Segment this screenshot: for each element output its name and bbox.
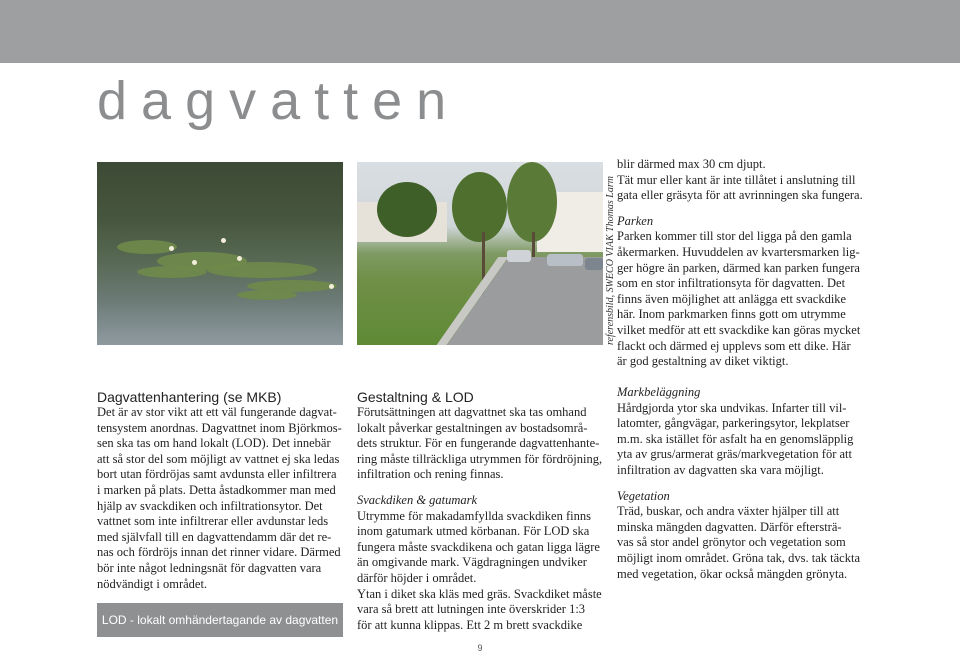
text-line: vas så stor andel grönytor och vegetation som [617,535,846,550]
text-line: flackt och därmed ej upplevs som ett dike. Här [617,338,851,353]
text-line: Utrymme för makadamfyllda svackdiken finns [357,508,591,523]
subheading-park: Parken [617,213,654,228]
text-line: yta av grus/armerat gräs/markvegetation för att [617,447,852,462]
street-photo [357,162,603,345]
text-line: är god gestaltning av diket viktigt. [617,354,789,369]
text-line: bör inte något ledningsnät för dagvatten vara [97,560,322,575]
text-line: vara så brett att lutningen inte överskrider 1:3 [357,602,586,617]
photo-credit: referensbild, SWECO VIAK Thomas Larm [605,176,616,345]
text-line: med självfall till en dagvattendamm där det re- [97,529,332,544]
text-line: åkermarken. Huvuddelen av kvartersmarken lig- [617,244,860,259]
heading-design: Gestaltning & LOD [357,389,474,405]
text-line: här. Inom parkmarken finns gott om utrymme [617,307,846,322]
subheading-swales: Svackdiken & gatumark [357,492,478,507]
text-line: hjälp av svackdiken och infiltrationsytor. Det [97,498,323,513]
text-line: nas och fördröjs innan det rinner vidare. Därmed [97,545,341,560]
pond-photo [97,162,343,345]
subheading-paving: Markbeläggning [617,385,701,399]
text-line: dets struktur. För en fungerande dagvattenhante- [357,436,600,451]
column-design [357,389,607,633]
text-line: än omgivande mark. Vägdragningen undviker [357,555,587,570]
text-line: Träd, buskar, och andra växter hjälper till att [617,504,840,519]
text-line: Tät mur eller kant är inte tillåtet i anslutning till [617,172,856,187]
subheading-vegetation: Vegetation [617,488,670,503]
text-line: vilket medför att ett svackdike kan göras mycket [617,322,861,337]
column-stormwater [97,389,347,592]
text-line: möjligt inom området. Gröna tak, dvs. tak täckta [617,550,860,565]
header-bar [0,0,960,63]
page-title: dagvatten [97,71,461,131]
text-line: blir därmed max 30 cm djupt. [617,157,766,171]
text-line: därför höjder i området. [357,570,477,585]
text-line: lokalt påverkar gestaltningen av bostadsområ- [357,420,588,435]
page-number: 9 [477,643,483,653]
text-line: tensystem anordnas. Dagvattnet inom Björkmos- [97,420,342,435]
text-line: Hårdgjorda ytor ska undvikas. Infarter till vil- [617,400,847,415]
text-line: som en stor infiltrationsyta för dagvatten. Det [617,276,846,291]
text-line: latomter, gångvägar, parkeringsytor, lekplatser [617,416,850,431]
text-line: bort utan fördröjas samt avdunsta eller infiltrera [97,467,337,482]
heading-stormwater: Dagvattenhantering (se MKB) [97,389,282,405]
text-line: nödvändigt i området. [97,576,208,591]
text-line: ger högre än parken, därmed kan parken fungera [617,260,860,275]
text-line: fungera måste svackdikena och gatan ligga lägre [357,539,600,554]
text-line: sen ska tas om hand lokalt (LOD). Det innebär [97,436,331,451]
text-line: inom gatumark utmed körbanan. För LOD ska [357,524,590,539]
column-park [617,157,867,370]
text-line: Parken kommer till stor del ligga på den gamla [617,229,852,244]
text-line: i marken på plats. Detta åstadkommer man med [97,482,336,497]
text-line: ring måste tillräckliga utrymmen för fördröjning, [357,451,603,466]
text-line: för att kunna klippas. Ett 2 m brett svackdike [357,617,583,632]
text-line: Förutsättningen att dagvattnet ska tas omhand [357,405,587,419]
text-line: infiltration av dagvatten ska vara möjligt. [617,462,824,477]
text-line: gata eller gräsyta för att avrinningen ska fungera. [617,188,863,203]
text-line: infiltration och rening finnas. [357,467,504,482]
text-line: vattnet som inte infiltrerar eller avdunstar leds [97,514,329,529]
text-line: Det är av stor vikt att ett väl fungerande dagvat- [97,405,337,419]
lod-caption-box: LOD - lokalt omhändertagande av dagvatten [97,603,343,637]
text-line: minska mängden dagvatten. Därför eftersträ- [617,519,842,534]
text-line: finns även möjlighet att anlägga ett svackdike [617,291,847,306]
text-line: med vegetation, ökar också mängden grönyta. [617,566,848,581]
text-line: Ytan i diket ska kläs med gräs. Svackdiket måste [357,586,602,601]
column-surfaces [617,385,867,582]
text-line: att så stor del som möjligt av vattnet ej ska ledas [97,451,340,466]
text-line: m.m. ska istället för asfalt ha en genomsläpplig [617,431,854,446]
